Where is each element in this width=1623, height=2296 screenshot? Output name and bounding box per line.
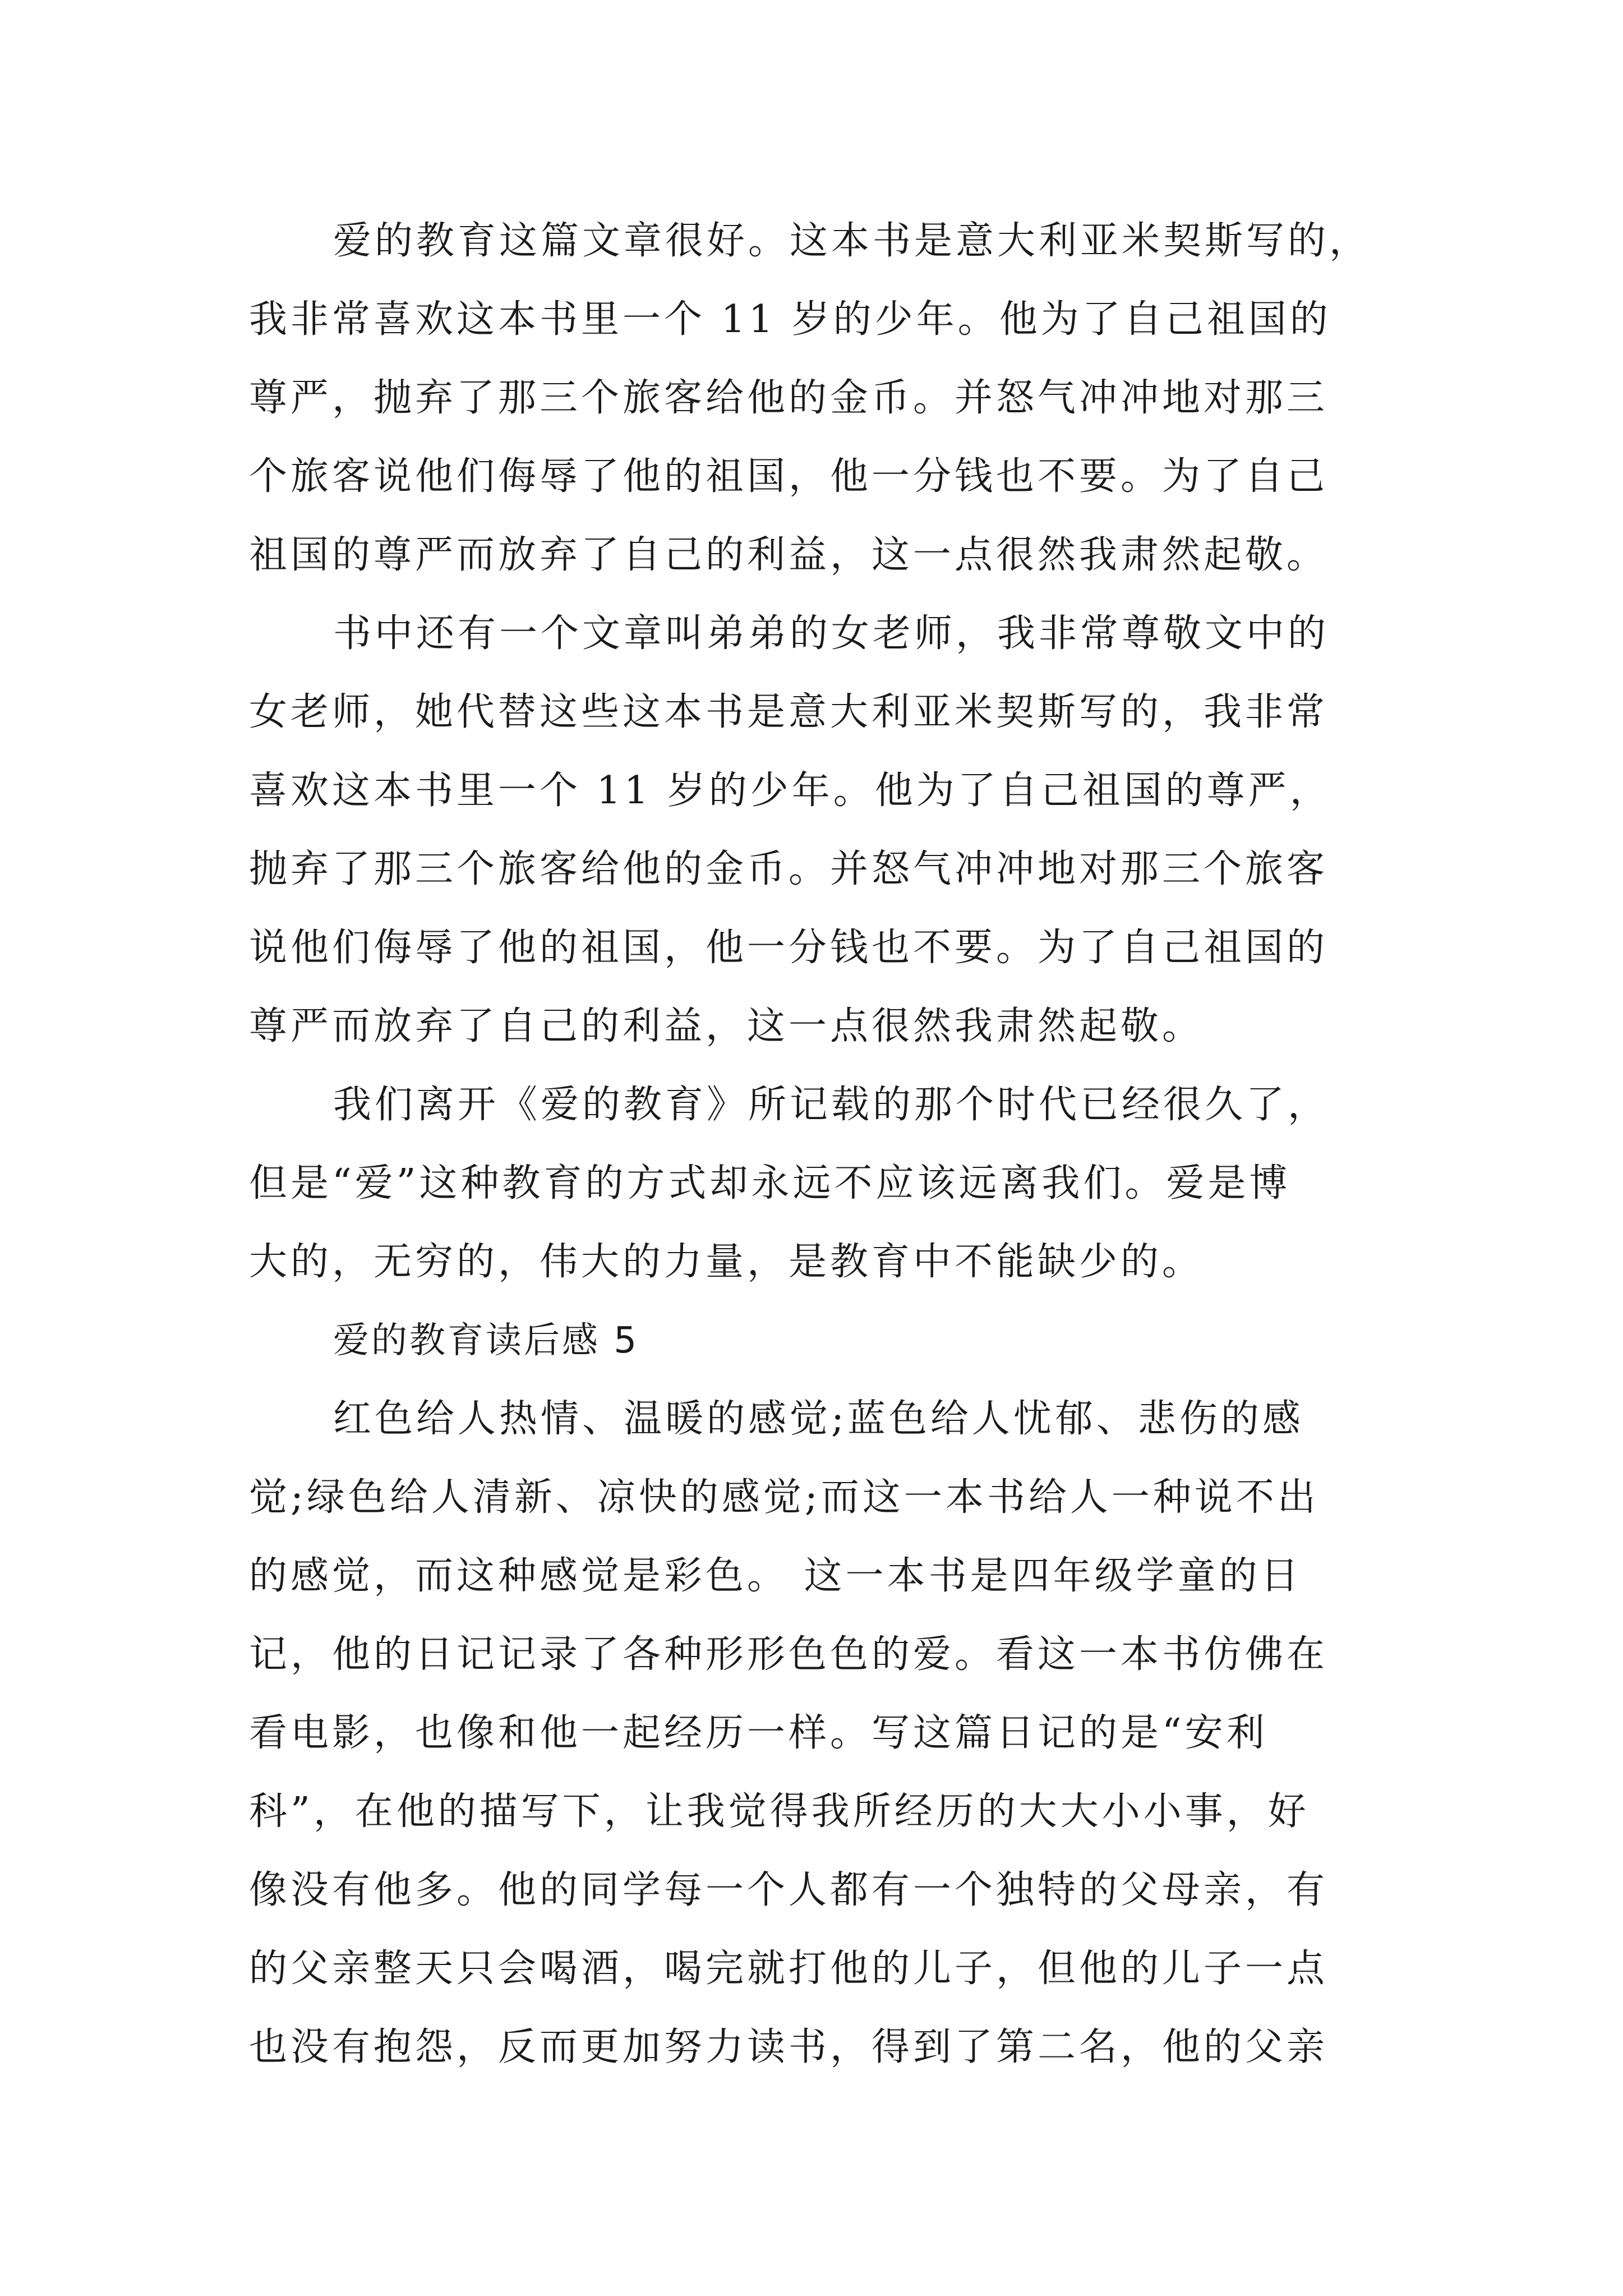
paragraph-1-line-1: 爱的教育这篇文章很好。这本书是意大利亚米契斯写的， [333,219,1371,263]
paragraph-3-line-3: 大的，无穷的，伟大的力量，是教育中不能缺少的。 [249,1240,1204,1284]
paragraph-2-line-1: 书中还有一个文章叫弟弟的女老师，我非常尊敬文中的 [333,611,1330,656]
body-text [249,202,1376,2087]
paragraph-4-line-9: 也没有抱怨，反而更加努力读书，得到了第二名，他的父亲 [249,2025,1329,2069]
paragraph-4-line-8: 的父亲整天只会喝酒，喝完就打他的儿子，但他的儿子一点 [249,1947,1329,1991]
section-heading: 爱的教育读后感 5 [333,1320,639,1361]
paragraph-4-line-2: 觉;绿色给人清新、凉快的感觉;而这一本书给人一种说不出 [249,1475,1319,1520]
paragraph-2-line-5: 说他们侮辱了他的祖国，他一分钱也不要。为了自己祖国的 [249,926,1329,970]
paragraph-2-line-3: 喜欢这本书里一个 11 岁的少年。他为了自己祖国的尊严， [249,769,1331,813]
paragraph-4-line-6: 科”，在他的描写下，让我觉得我所经历的大大小小事，好 [249,1789,1310,1834]
paragraph-4-line-5: 看电影，也像和他一起经历一样。写这篇日记的是“安利 [249,1711,1268,1755]
paragraph-2-line-4: 抛弃了那三个旅客给他的金币。并怒气冲冲地对那三个旅客 [249,847,1329,891]
paragraph-1-line-2: 我非常喜欢这本书里一个 11 岁的少年。他为了自己祖国的 [249,297,1331,342]
paragraph-3-line-2: 但是“爱”这种教育的方式却永远不应该远离我们。爱是博 [249,1161,1291,1205]
paragraph-4-line-3: 的感觉，而这种感觉是彩色。 这一本书是四年级学童的日 [249,1554,1302,1598]
paragraph-3-line-1: 我们离开《爱的教育》所记载的那个时代已经很久了， [333,1083,1330,1127]
paragraph-4-line-1: 红色给人热情、温暖的感觉;蓝色给人忧郁、悲伤的感 [333,1397,1304,1441]
paragraph-1-line-3: 尊严，抛弃了那三个旅客给他的金币。并怒气冲冲地对那三 [249,376,1329,420]
paragraph-2-line-6: 尊严而放弃了自己的利益，这一点很然我肃然起敬。 [249,1004,1204,1048]
paragraph-4-line-4: 记，他的日记记录了各种形形色色的爱。看这一本书仿佛在 [249,1632,1329,1677]
paragraph-1-line-4: 个旅客说他们侮辱了他的祖国，他一分钱也不要。为了自己 [249,454,1329,499]
paragraph-2-line-2: 女老师，她代替这些这本书是意大利亚米契斯写的，我非常 [249,690,1329,734]
paragraph-1-line-5: 祖国的尊严而放弃了自己的利益，这一点很然我肃然起敬。 [249,533,1329,577]
paragraph-4-line-7: 像没有他多。他的同学每一个人都有一个独特的父母亲，有 [249,1868,1329,1912]
